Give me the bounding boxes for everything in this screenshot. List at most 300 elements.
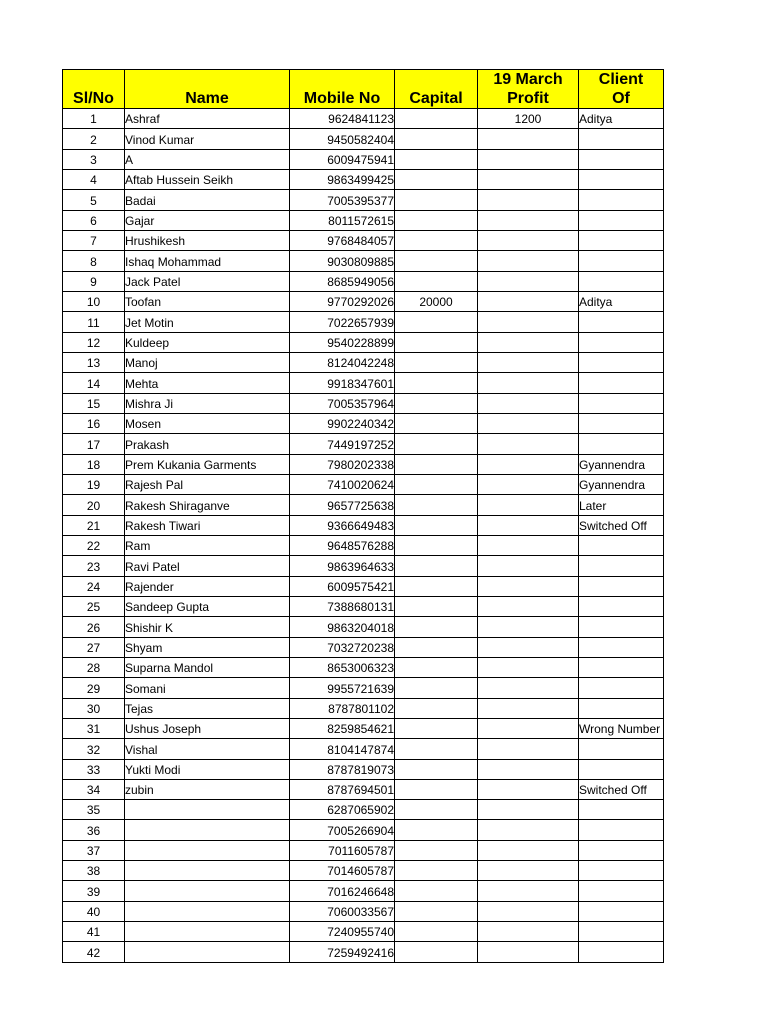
cell-profit[interactable]	[478, 596, 579, 616]
table-row	[63, 210, 664, 230]
table-row	[63, 129, 664, 149]
cell-name[interactable]: Yukti Modi	[125, 759, 290, 779]
table-row	[63, 393, 664, 413]
cell-name[interactable]: Mehta	[125, 373, 290, 393]
cell-client[interactable]	[579, 352, 664, 372]
cell-mobile[interactable]: 9955721639	[290, 678, 395, 698]
cell-sl[interactable]: 1	[63, 109, 125, 129]
cell-profit[interactable]	[478, 840, 579, 860]
cell-name[interactable]: Rakesh Tiwari	[125, 515, 290, 535]
cell-mobile[interactable]: 7005395377	[290, 190, 395, 210]
cell-client[interactable]	[579, 190, 664, 210]
cell-name[interactable]: Prem Kukania Garments	[125, 454, 290, 474]
cell-sl[interactable]: 19	[63, 474, 125, 494]
cell-sl[interactable]: 13	[63, 352, 125, 372]
cell-profit[interactable]	[478, 922, 579, 942]
cell-client[interactable]	[579, 576, 664, 596]
table-row	[63, 454, 664, 474]
cell-client[interactable]: Later	[579, 495, 664, 515]
table-row	[63, 352, 664, 372]
cell-client[interactable]	[579, 251, 664, 271]
table-row	[63, 495, 664, 515]
cell-sl[interactable]: 16	[63, 413, 125, 433]
header-name[interactable]: Name	[125, 70, 290, 109]
cell-profit[interactable]	[478, 759, 579, 779]
header-capital[interactable]: Capital	[395, 70, 478, 109]
cell-sl[interactable]: 39	[63, 881, 125, 901]
cell-sl[interactable]: 41	[63, 922, 125, 942]
cell-name[interactable]: Suparna Mandol	[125, 657, 290, 677]
cell-sl[interactable]: 7	[63, 230, 125, 250]
cell-sl[interactable]: 17	[63, 434, 125, 454]
cell-sl[interactable]: 38	[63, 861, 125, 881]
cell-capital[interactable]	[395, 434, 478, 454]
cell-mobile[interactable]: 9902240342	[290, 413, 395, 433]
cell-sl[interactable]: 6	[63, 210, 125, 230]
cell-profit[interactable]	[478, 515, 579, 535]
table-row	[63, 617, 664, 637]
cell-sl[interactable]: 9	[63, 271, 125, 291]
table-row	[63, 739, 664, 759]
cell-profit[interactable]	[478, 718, 579, 738]
cell-client[interactable]	[579, 210, 664, 230]
cell-sl[interactable]: 8	[63, 251, 125, 271]
cell-capital[interactable]	[395, 495, 478, 515]
table-row	[63, 271, 664, 291]
cell-client[interactable]	[579, 881, 664, 901]
cell-mobile[interactable]: 8653006323	[290, 657, 395, 677]
cell-profit[interactable]	[478, 434, 579, 454]
cell-profit[interactable]	[478, 271, 579, 291]
cell-capital[interactable]	[395, 942, 478, 962]
table-row	[63, 922, 664, 942]
cell-profit[interactable]	[478, 861, 579, 881]
cell-capital[interactable]	[395, 271, 478, 291]
cell-capital[interactable]	[395, 149, 478, 169]
table-row	[63, 942, 664, 962]
header-sl[interactable]: Sl/No	[63, 70, 125, 109]
cell-name[interactable]: Vinod Kumar	[125, 129, 290, 149]
table-row	[63, 576, 664, 596]
cell-client[interactable]: Gyannendra	[579, 454, 664, 474]
cell-profit[interactable]	[478, 495, 579, 515]
cell-client[interactable]	[579, 820, 664, 840]
cell-sl[interactable]: 32	[63, 739, 125, 759]
cell-name[interactable]: Ushus Joseph	[125, 718, 290, 738]
cell-mobile[interactable]: 9657725638	[290, 495, 395, 515]
cell-mobile[interactable]: 7410020624	[290, 474, 395, 494]
cell-name[interactable]: Mishra Ji	[125, 393, 290, 413]
table-row	[63, 718, 664, 738]
cell-sl[interactable]: 40	[63, 901, 125, 921]
cell-mobile[interactable]: 9648576288	[290, 535, 395, 555]
cell-capital[interactable]	[395, 718, 478, 738]
cell-profit[interactable]	[478, 556, 579, 576]
cell-mobile[interactable]: 7011605787	[290, 840, 395, 860]
cell-capital[interactable]	[395, 901, 478, 921]
cell-name[interactable]: Vishal	[125, 739, 290, 759]
cell-capital[interactable]	[395, 739, 478, 759]
cell-client[interactable]: Aditya	[579, 109, 664, 129]
table-row	[63, 779, 664, 799]
table-row	[63, 759, 664, 779]
cell-client[interactable]	[579, 678, 664, 698]
cell-name[interactable]: Ishaq Mohammad	[125, 251, 290, 271]
cell-name[interactable]	[125, 942, 290, 962]
cell-capital[interactable]	[395, 474, 478, 494]
table-row	[63, 901, 664, 921]
cell-client[interactable]	[579, 596, 664, 616]
table-row	[63, 596, 664, 616]
cell-mobile[interactable]: 9863964633	[290, 556, 395, 576]
cell-capital[interactable]	[395, 576, 478, 596]
cell-name[interactable]: Rajender	[125, 576, 290, 596]
cell-name[interactable]: Rakesh Shiraganve	[125, 495, 290, 515]
cell-profit[interactable]	[478, 779, 579, 799]
cell-client[interactable]	[579, 169, 664, 189]
cell-client[interactable]	[579, 942, 664, 962]
cell-capital[interactable]	[395, 373, 478, 393]
cell-mobile[interactable]: 6287065902	[290, 800, 395, 820]
cell-capital[interactable]	[395, 352, 478, 372]
cell-capital[interactable]	[395, 230, 478, 250]
table-row	[63, 820, 664, 840]
cell-name[interactable]: Manoj	[125, 352, 290, 372]
cell-mobile[interactable]: 7449197252	[290, 434, 395, 454]
table-row	[63, 698, 664, 718]
cell-mobile[interactable]: 8787694501	[290, 779, 395, 799]
cell-profit[interactable]	[478, 576, 579, 596]
cell-capital[interactable]	[395, 698, 478, 718]
table-row	[63, 515, 664, 535]
cell-client[interactable]	[579, 373, 664, 393]
cell-mobile[interactable]: 8787801102	[290, 698, 395, 718]
cell-mobile[interactable]: 8104147874	[290, 739, 395, 759]
cell-profit[interactable]	[478, 881, 579, 901]
cell-name[interactable]: Shyam	[125, 637, 290, 657]
cell-sl[interactable]: 21	[63, 515, 125, 535]
cell-client[interactable]	[579, 535, 664, 555]
cell-capital[interactable]	[395, 312, 478, 332]
cell-name[interactable]: Hrushikesh	[125, 230, 290, 250]
table-row	[63, 413, 664, 433]
cell-profit[interactable]	[478, 820, 579, 840]
cell-sl[interactable]: 3	[63, 149, 125, 169]
cell-sl[interactable]: 4	[63, 169, 125, 189]
table-row	[63, 535, 664, 555]
cell-name[interactable]: Toofan	[125, 291, 290, 311]
cell-sl[interactable]: 29	[63, 678, 125, 698]
cell-sl[interactable]: 5	[63, 190, 125, 210]
cell-client[interactable]	[579, 230, 664, 250]
cell-client[interactable]	[579, 637, 664, 657]
cell-name[interactable]: Ram	[125, 535, 290, 555]
table-row	[63, 169, 664, 189]
header-row	[63, 70, 664, 109]
table-row	[63, 678, 664, 698]
cell-client[interactable]	[579, 413, 664, 433]
cell-sl[interactable]: 15	[63, 393, 125, 413]
cell-name[interactable]: Badai	[125, 190, 290, 210]
cell-sl[interactable]: 31	[63, 718, 125, 738]
cell-capital[interactable]	[395, 881, 478, 901]
cell-name[interactable]	[125, 901, 290, 921]
cell-profit[interactable]: 1200	[478, 109, 579, 129]
cell-sl[interactable]: 33	[63, 759, 125, 779]
cell-capital[interactable]	[395, 109, 478, 129]
cell-mobile[interactable]: 7016246648	[290, 881, 395, 901]
cell-name[interactable]	[125, 861, 290, 881]
cell-mobile[interactable]: 8011572615	[290, 210, 395, 230]
cell-capital[interactable]	[395, 190, 478, 210]
cell-capital[interactable]	[395, 454, 478, 474]
cell-sl[interactable]: 2	[63, 129, 125, 149]
table-row	[63, 373, 664, 393]
cell-mobile[interactable]: 7388680131	[290, 596, 395, 616]
cell-client[interactable]: Switched Off	[579, 779, 664, 799]
cell-capital[interactable]: 20000	[395, 291, 478, 311]
cell-name[interactable]	[125, 820, 290, 840]
header-client[interactable]	[579, 70, 664, 109]
table-row	[63, 637, 664, 657]
header-profit[interactable]	[478, 70, 579, 109]
cell-profit[interactable]	[478, 129, 579, 149]
table-row	[63, 840, 664, 860]
cell-profit[interactable]	[478, 942, 579, 962]
header-client-line2: Of	[612, 90, 630, 107]
cell-profit[interactable]	[478, 657, 579, 677]
cell-name[interactable]: zubin	[125, 779, 290, 799]
cell-client[interactable]	[579, 556, 664, 576]
cell-profit[interactable]	[478, 352, 579, 372]
table-row	[63, 434, 664, 454]
cell-name[interactable]	[125, 881, 290, 901]
cell-name[interactable]: Somani	[125, 678, 290, 698]
cell-capital[interactable]	[395, 840, 478, 860]
cell-capital[interactable]	[395, 820, 478, 840]
cell-sl[interactable]: 18	[63, 454, 125, 474]
cell-client[interactable]	[579, 657, 664, 677]
cell-mobile[interactable]: 7032720238	[290, 637, 395, 657]
table-row	[63, 251, 664, 271]
cell-client[interactable]	[579, 393, 664, 413]
cell-capital[interactable]	[395, 800, 478, 820]
cell-capital[interactable]	[395, 779, 478, 799]
cell-name[interactable]: Sandeep Gupta	[125, 596, 290, 616]
cell-profit[interactable]	[478, 901, 579, 921]
table-row	[63, 149, 664, 169]
cell-mobile[interactable]: 9624841123	[290, 109, 395, 129]
cell-client[interactable]: Wrong Number	[579, 718, 664, 738]
cell-profit[interactable]	[478, 149, 579, 169]
cell-profit[interactable]	[478, 698, 579, 718]
cell-sl[interactable]: 28	[63, 657, 125, 677]
cell-sl[interactable]: 24	[63, 576, 125, 596]
cell-profit[interactable]	[478, 230, 579, 250]
cell-capital[interactable]	[395, 617, 478, 637]
cell-mobile[interactable]: 9768484057	[290, 230, 395, 250]
cell-capital[interactable]	[395, 657, 478, 677]
cell-sl[interactable]: 34	[63, 779, 125, 799]
cell-mobile[interactable]: 6009475941	[290, 149, 395, 169]
cell-sl[interactable]: 27	[63, 637, 125, 657]
cell-profit[interactable]	[478, 393, 579, 413]
cell-client[interactable]	[579, 861, 664, 881]
cell-capital[interactable]	[395, 169, 478, 189]
cell-capital[interactable]	[395, 678, 478, 698]
cell-profit[interactable]	[478, 312, 579, 332]
cell-mobile[interactable]: 8259854621	[290, 718, 395, 738]
cell-profit[interactable]	[478, 739, 579, 759]
header-mobile[interactable]: Mobile No	[290, 70, 395, 109]
header-profit-line1: 19 March	[493, 71, 563, 88]
cell-name[interactable]: Jack Patel	[125, 271, 290, 291]
cell-client[interactable]	[579, 840, 664, 860]
cell-client[interactable]	[579, 617, 664, 637]
cell-mobile[interactable]: 7022657939	[290, 312, 395, 332]
cell-client[interactable]	[579, 149, 664, 169]
cell-profit[interactable]	[478, 413, 579, 433]
cell-profit[interactable]	[478, 190, 579, 210]
header-client-line1: Client	[598, 71, 644, 88]
cell-sl[interactable]: 35	[63, 800, 125, 820]
cell-sl[interactable]: 30	[63, 698, 125, 718]
cell-profit[interactable]	[478, 251, 579, 271]
cell-profit[interactable]	[478, 637, 579, 657]
cell-mobile[interactable]: 9863499425	[290, 169, 395, 189]
cell-capital[interactable]	[395, 210, 478, 230]
cell-profit[interactable]	[478, 291, 579, 311]
table-row	[63, 800, 664, 820]
cell-mobile[interactable]: 9770292026	[290, 291, 395, 311]
cell-client[interactable]	[579, 129, 664, 149]
cell-capital[interactable]	[395, 759, 478, 779]
cell-client[interactable]: Gyannendra	[579, 474, 664, 494]
cell-client[interactable]	[579, 922, 664, 942]
cell-client[interactable]	[579, 800, 664, 820]
cell-client[interactable]	[579, 759, 664, 779]
cell-mobile[interactable]: 7259492416	[290, 942, 395, 962]
cell-name[interactable]: Shishir K	[125, 617, 290, 637]
cell-mobile[interactable]: 9450582404	[290, 129, 395, 149]
cell-mobile[interactable]: 7980202338	[290, 454, 395, 474]
cell-mobile[interactable]: 8685949056	[290, 271, 395, 291]
cell-mobile[interactable]: 9540228899	[290, 332, 395, 352]
cell-client[interactable]	[579, 312, 664, 332]
cell-capital[interactable]	[395, 393, 478, 413]
cell-client[interactable]	[579, 698, 664, 718]
cell-sl[interactable]: 22	[63, 535, 125, 555]
cell-mobile[interactable]: 9366649483	[290, 515, 395, 535]
cell-sl[interactable]: 42	[63, 942, 125, 962]
cell-profit[interactable]	[478, 800, 579, 820]
cell-sl[interactable]: 12	[63, 332, 125, 352]
table-row	[63, 657, 664, 677]
cell-profit[interactable]	[478, 474, 579, 494]
cell-name[interactable]	[125, 922, 290, 942]
cell-capital[interactable]	[395, 515, 478, 535]
cell-profit[interactable]	[478, 332, 579, 352]
cell-mobile[interactable]: 7060033567	[290, 901, 395, 921]
cell-capital[interactable]	[395, 922, 478, 942]
cell-sl[interactable]: 10	[63, 291, 125, 311]
header-profit-line2: Profit	[507, 90, 549, 107]
cell-sl[interactable]: 23	[63, 556, 125, 576]
cell-capital[interactable]	[395, 861, 478, 881]
cell-sl[interactable]: 14	[63, 373, 125, 393]
cell-profit[interactable]	[478, 210, 579, 230]
cell-capital[interactable]	[395, 129, 478, 149]
cell-mobile[interactable]: 9918347601	[290, 373, 395, 393]
cell-capital[interactable]	[395, 413, 478, 433]
cell-sl[interactable]: 36	[63, 820, 125, 840]
cell-sl[interactable]: 37	[63, 840, 125, 860]
cell-capital[interactable]	[395, 637, 478, 657]
cell-name[interactable]: Jet Motin	[125, 312, 290, 332]
cell-sl[interactable]: 25	[63, 596, 125, 616]
cell-profit[interactable]	[478, 454, 579, 474]
cell-capital[interactable]	[395, 251, 478, 271]
cell-sl[interactable]: 20	[63, 495, 125, 515]
cell-profit[interactable]	[478, 617, 579, 637]
cell-name[interactable]: Kuldeep	[125, 332, 290, 352]
table-row	[63, 190, 664, 210]
cell-capital[interactable]	[395, 332, 478, 352]
cell-mobile[interactable]: 8787819073	[290, 759, 395, 779]
cell-mobile[interactable]: 9863204018	[290, 617, 395, 637]
cell-name[interactable]: Ravi Patel	[125, 556, 290, 576]
table-row	[63, 332, 664, 352]
cell-profit[interactable]	[478, 535, 579, 555]
cell-sl[interactable]: 26	[63, 617, 125, 637]
cell-mobile[interactable]: 8124042248	[290, 352, 395, 372]
cell-client[interactable]	[579, 901, 664, 921]
cell-client[interactable]	[579, 332, 664, 352]
cell-name[interactable]	[125, 840, 290, 860]
cell-name[interactable]: Mosen	[125, 413, 290, 433]
cell-name[interactable]: Prakash	[125, 434, 290, 454]
cell-mobile[interactable]: 9030809885	[290, 251, 395, 271]
cell-sl[interactable]: 11	[63, 312, 125, 332]
table-row	[63, 861, 664, 881]
cell-client[interactable]: Switched Off	[579, 515, 664, 535]
table-row	[63, 556, 664, 576]
cell-capital[interactable]	[395, 556, 478, 576]
cell-mobile[interactable]: 7014605787	[290, 861, 395, 881]
cell-capital[interactable]	[395, 535, 478, 555]
cell-name[interactable]: Gajar	[125, 210, 290, 230]
cell-name[interactable]: Tejas	[125, 698, 290, 718]
cell-name[interactable]	[125, 800, 290, 820]
cell-client[interactable]	[579, 271, 664, 291]
cell-name[interactable]: Aftab Hussein Seikh	[125, 169, 290, 189]
cell-client[interactable]	[579, 739, 664, 759]
cell-name[interactable]: Rajesh Pal	[125, 474, 290, 494]
cell-name[interactable]: Ashraf	[125, 109, 290, 129]
cell-mobile[interactable]: 7240955740	[290, 922, 395, 942]
cell-mobile[interactable]: 7005357964	[290, 393, 395, 413]
cell-profit[interactable]	[478, 373, 579, 393]
cell-mobile[interactable]: 7005266904	[290, 820, 395, 840]
cell-client[interactable]: Aditya	[579, 291, 664, 311]
cell-client[interactable]	[579, 434, 664, 454]
cell-profit[interactable]	[478, 678, 579, 698]
cell-profit[interactable]	[478, 169, 579, 189]
cell-capital[interactable]	[395, 596, 478, 616]
table-row	[63, 109, 664, 129]
cell-mobile[interactable]: 6009575421	[290, 576, 395, 596]
cell-name[interactable]: A	[125, 149, 290, 169]
